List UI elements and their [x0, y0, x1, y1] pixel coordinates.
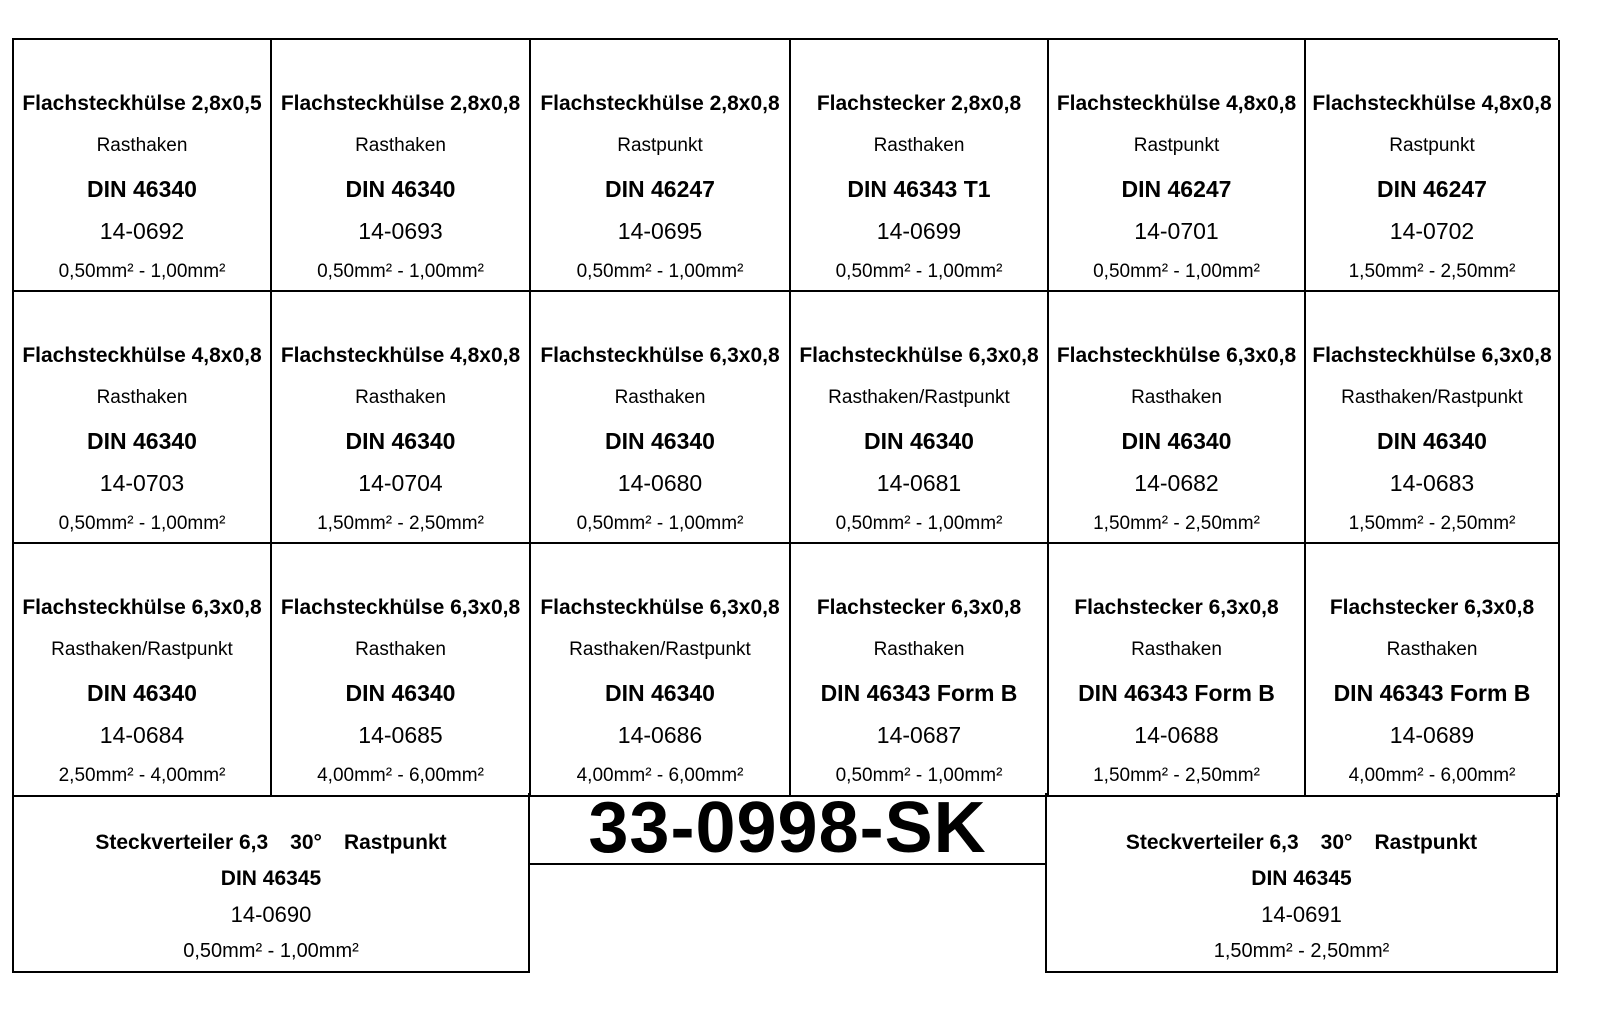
- cell-title: Flachsteckhülse 6,3x0,8: [799, 344, 1039, 367]
- cell-code: 14-0682: [1134, 470, 1219, 496]
- cell-range: 1,50mm² - 2,50mm²: [317, 513, 484, 534]
- cell-code: 14-0695: [617, 218, 703, 244]
- grid-cell: [14, 292, 272, 544]
- cell-title: Flachsteckhülse 6,3x0,8: [540, 344, 780, 367]
- cell-range: 1,50mm² - 2,50mm²: [1093, 765, 1260, 786]
- cell-din: DIN 46340: [87, 428, 197, 454]
- grid-cell: [531, 292, 791, 544]
- grid-cell: [272, 292, 531, 544]
- cell-din: DIN 46343 Form B: [1333, 680, 1531, 706]
- grid-cell: [531, 40, 791, 292]
- cell-title: Flachsteckhülse 2,8x0,5: [22, 92, 262, 115]
- cell-range: 0,50mm² - 1,00mm²: [576, 261, 744, 282]
- cell-din: DIN 46340: [87, 176, 197, 202]
- cell-din: DIN 46247: [1121, 176, 1232, 202]
- cell-code: 14-0703: [99, 470, 185, 496]
- cell-subtitle: Rasthaken: [355, 639, 446, 660]
- distributor-name: Steckverteiler 6,3: [95, 831, 269, 854]
- grid-cell: [1049, 292, 1306, 544]
- cell-code: 14-0701: [1134, 218, 1219, 244]
- grid-cell: [791, 544, 1049, 797]
- cell-code: 14-0680: [617, 470, 703, 496]
- cell-title: Flachsteckhülse 6,3x0,8: [22, 596, 262, 619]
- grid-cell: [791, 292, 1049, 544]
- cell-subtitle: Rasthaken: [614, 387, 706, 408]
- cell-din: DIN 46247: [605, 176, 715, 202]
- cell-din: DIN 46343 Form B: [1078, 680, 1275, 706]
- cell-range: 0,50mm² - 1,00mm²: [835, 261, 1003, 282]
- cell-subtitle: Rasthaken: [1386, 639, 1478, 660]
- cell-range: 0,50mm² - 1,00mm²: [1093, 261, 1260, 282]
- cell-code: 14-0687: [876, 722, 962, 748]
- cell-title: Flachstecker 2,8x0,8: [816, 92, 1022, 115]
- cell-range: 0,50mm² - 1,00mm²: [58, 513, 226, 534]
- cell-subtitle: Rasthaken: [1131, 387, 1222, 408]
- cell-code: 14-0699: [876, 218, 962, 244]
- cell-range: 0,50mm² - 1,00mm²: [317, 261, 484, 282]
- cell-code: 14-0688: [1134, 722, 1219, 748]
- distributor-din: DIN 46345: [220, 867, 322, 890]
- cell-range: 0,50mm² - 1,00mm²: [58, 261, 226, 282]
- cell-code: 14-0686: [617, 722, 703, 748]
- grid-cell: [1049, 40, 1306, 292]
- cell-range: 1,50mm² - 2,50mm²: [1348, 513, 1516, 534]
- cell-subtitle: Rasthaken: [96, 387, 188, 408]
- cell-range: 4,00mm² - 6,00mm²: [1348, 765, 1516, 786]
- cell-code: 14-0681: [876, 470, 962, 496]
- cell-title: Flachsteckhülse 4,8x0,8: [1056, 92, 1297, 115]
- assortment-grid: [12, 38, 1558, 795]
- cell-range: 0,50mm² - 1,00mm²: [835, 765, 1003, 786]
- cell-subtitle: Rastpunkt: [1389, 135, 1475, 156]
- cell-code: 14-0683: [1389, 470, 1475, 496]
- grid-cell: [1049, 544, 1306, 797]
- cell-title: Flachsteckhülse 4,8x0,8: [1312, 92, 1552, 115]
- cell-din: DIN 46340: [605, 428, 715, 454]
- cell-code: 14-0689: [1389, 722, 1475, 748]
- grid-cell: [791, 40, 1049, 292]
- distributor-range: 0,50mm² - 1,00mm²: [183, 940, 359, 962]
- grid-cell: [272, 40, 531, 292]
- cell-title: Flachsteckhülse 6,3x0,8: [1056, 344, 1297, 367]
- grid-cell: [14, 544, 272, 797]
- distributor-title: [95, 831, 446, 867]
- cell-din: DIN 46343 Form B: [820, 680, 1018, 706]
- distributor-type: Rastpunkt: [343, 831, 447, 854]
- cell-title: Flachsteckhülse 2,8x0,8: [280, 92, 521, 115]
- cell-subtitle: Rastpunkt: [1133, 135, 1220, 156]
- cell-title: Flachstecker 6,3x0,8: [816, 596, 1022, 619]
- distributor-range: 1,50mm² - 2,50mm²: [1213, 940, 1390, 962]
- cell-title: Flachsteckhülse 6,3x0,8: [280, 596, 521, 619]
- cell-din: DIN 46340: [605, 680, 715, 706]
- cell-subtitle: Rasthaken/Rastpunkt: [828, 387, 1010, 408]
- grid-cell: [1306, 292, 1560, 544]
- distributor-angle: 30°: [1320, 831, 1353, 854]
- distributor-name: Steckverteiler 6,3: [1125, 831, 1299, 854]
- distributor-cell-left: [12, 793, 530, 973]
- cell-range: 1,50mm² - 2,50mm²: [1348, 261, 1516, 282]
- cell-range: 0,50mm² - 1,00mm²: [835, 513, 1003, 534]
- cell-title: Flachstecker 6,3x0,8: [1329, 596, 1535, 619]
- distributor-cell-right: [1045, 793, 1558, 973]
- grid-cell: [531, 544, 791, 797]
- cell-title: Flachsteckhülse 2,8x0,8: [540, 92, 780, 115]
- cell-title: Flachsteckhülse 4,8x0,8: [280, 344, 521, 367]
- cell-subtitle: Rasthaken: [96, 135, 188, 156]
- grid-cell: [14, 40, 272, 292]
- cell-code: 14-0704: [358, 470, 443, 496]
- cell-subtitle: Rasthaken: [873, 639, 965, 660]
- cell-code: 14-0685: [358, 722, 443, 748]
- cell-subtitle: Rastpunkt: [617, 135, 703, 156]
- article-number: 33-0998-SK: [530, 793, 1045, 865]
- cell-din: DIN 46343 T1: [847, 176, 991, 202]
- cell-din: DIN 46340: [87, 680, 197, 706]
- cell-din: DIN 46340: [1121, 428, 1232, 454]
- cell-subtitle: Rasthaken: [1131, 639, 1222, 660]
- cell-title: Flachsteckhülse 4,8x0,8: [22, 344, 262, 367]
- cell-subtitle: Rasthaken: [873, 135, 965, 156]
- cell-title: Flachsteckhülse 6,3x0,8: [540, 596, 780, 619]
- distributor-angle: 30°: [290, 831, 322, 854]
- distributor-code: 14-0691: [1261, 902, 1342, 927]
- cell-code: 14-0702: [1389, 218, 1475, 244]
- cell-subtitle: Rasthaken: [355, 387, 446, 408]
- grid-cell: [1306, 40, 1560, 292]
- grid-cell: [1306, 544, 1560, 797]
- cell-din: DIN 46247: [1377, 176, 1487, 202]
- cell-range: 1,50mm² - 2,50mm²: [1093, 513, 1260, 534]
- grid-cell: [272, 544, 531, 797]
- cell-din: DIN 46340: [345, 428, 456, 454]
- cell-din: DIN 46340: [345, 680, 456, 706]
- cell-subtitle: Rasthaken: [355, 135, 446, 156]
- cell-range: 4,00mm² - 6,00mm²: [576, 765, 744, 786]
- distributor-code: 14-0690: [230, 902, 312, 927]
- distributor-title: [1126, 831, 1477, 867]
- cell-range: 2,50mm² - 4,00mm²: [58, 765, 226, 786]
- cell-range: 0,50mm² - 1,00mm²: [576, 513, 744, 534]
- cell-code: 14-0693: [358, 218, 443, 244]
- cell-code: 14-0684: [99, 722, 185, 748]
- distributor-din: DIN 46345: [1251, 867, 1352, 890]
- cell-subtitle: Rasthaken/Rastpunkt: [51, 639, 233, 660]
- cell-title: Flachsteckhülse 6,3x0,8: [1312, 344, 1552, 367]
- cell-range: 4,00mm² - 6,00mm²: [317, 765, 484, 786]
- cell-code: 14-0692: [99, 218, 185, 244]
- distributor-type: Rastpunkt: [1374, 831, 1478, 854]
- cell-subtitle: Rasthaken/Rastpunkt: [1341, 387, 1523, 408]
- cell-title: Flachstecker 6,3x0,8: [1074, 596, 1279, 619]
- cell-subtitle: Rasthaken/Rastpunkt: [569, 639, 751, 660]
- cell-din: DIN 46340: [864, 428, 974, 454]
- cell-din: DIN 46340: [345, 176, 456, 202]
- cell-din: DIN 46340: [1377, 428, 1487, 454]
